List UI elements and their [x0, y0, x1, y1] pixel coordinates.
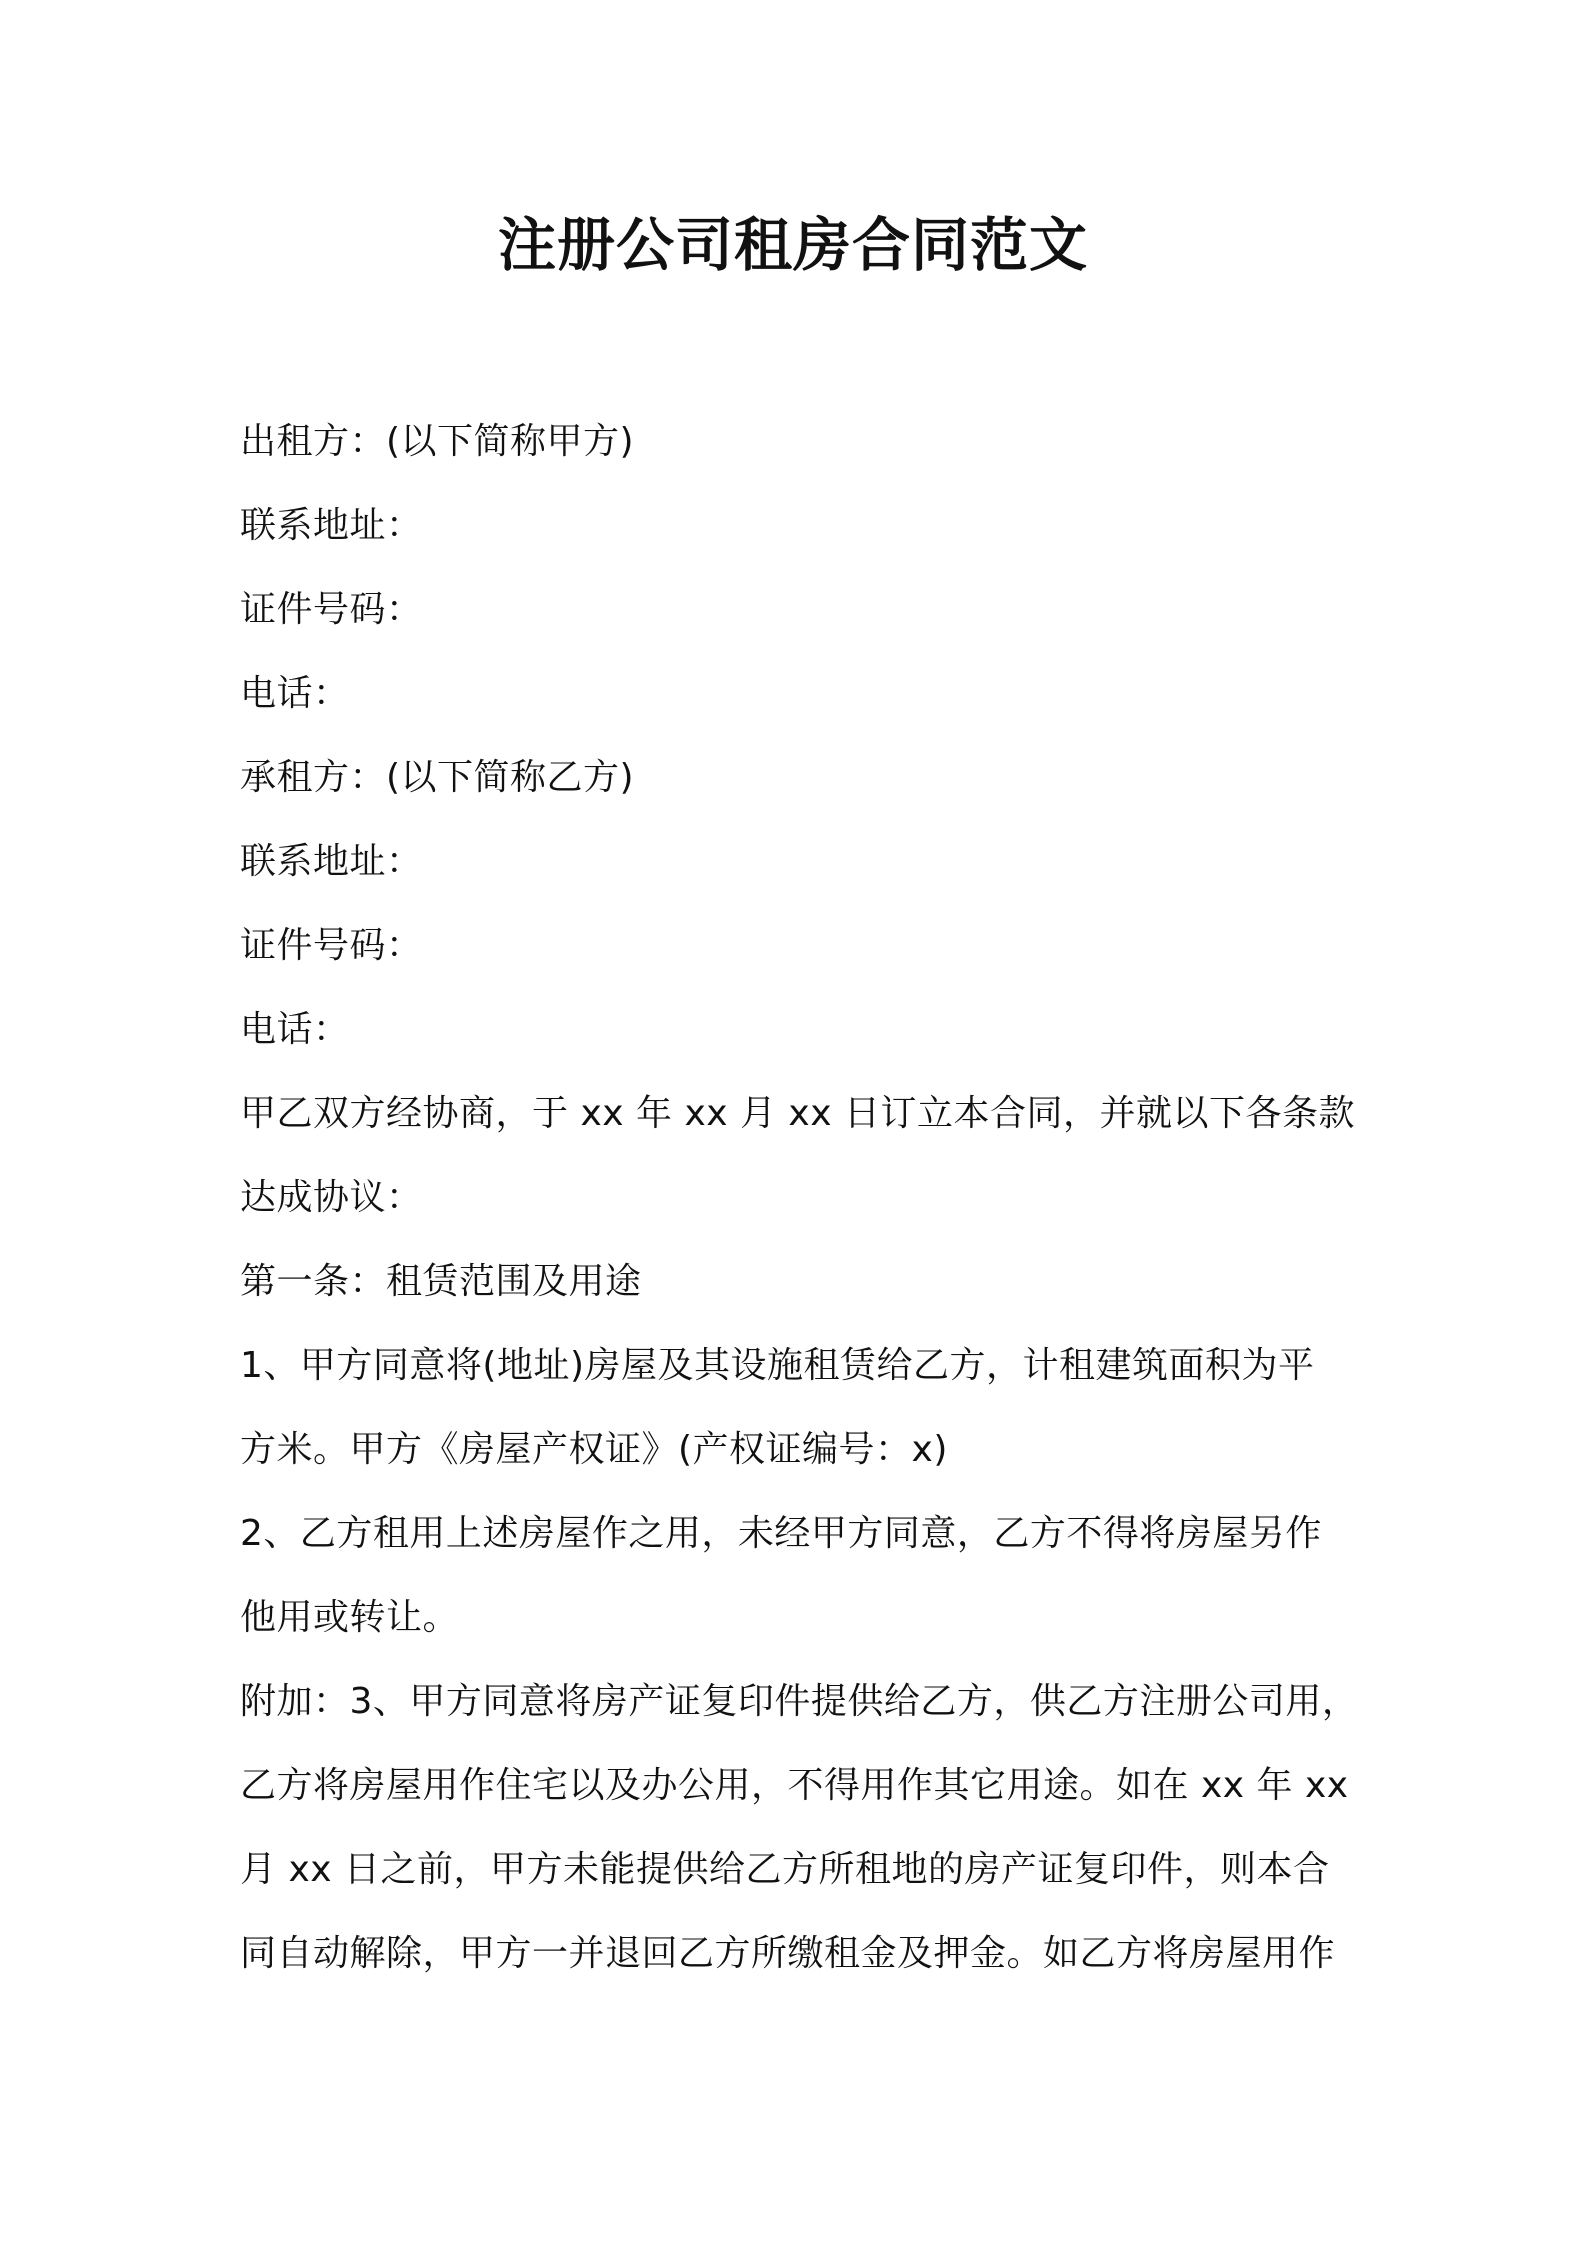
lessor-id-line: 证件号码：: [240, 589, 423, 630]
document-title: 注册公司租房合同范文: [497, 211, 1088, 279]
clause-3-line-cont-2: 月 xx 日之前，甲方未能提供给乙方所租地的房产证复印件，则本合: [240, 1849, 1330, 1890]
lessee-line: 承租方：(以下简称乙方): [240, 757, 635, 798]
agreement-intro-line-cont: 达成协议：: [240, 1177, 423, 1218]
lessee-phone-line: 电话：: [240, 1009, 350, 1050]
agreement-intro-line: 甲乙双方经协商，于 xx 年 xx 月 xx 日订立本合同，并就以下各条款: [240, 1093, 1355, 1134]
clause-1-line: 1、甲方同意将(地址)房屋及其设施租赁给乙方，计租建筑面积为平: [240, 1345, 1315, 1386]
lessor-line: 出租方：(以下简称甲方): [240, 421, 635, 462]
clause-2-line-cont: 他用或转让。: [240, 1597, 460, 1638]
lessee-address-line: 联系地址：: [240, 841, 423, 882]
clause-3-line-cont-3: 同自动解除，甲方一并退回乙方所缴租金及押金。如乙方将房屋用作: [240, 1933, 1336, 1974]
clause-3-line-cont-1: 乙方将房屋用作住宅以及办公用，不得用作其它用途。如在 xx 年 xx: [240, 1765, 1349, 1806]
clause-2-line: 2、乙方租用上述房屋作之用，未经甲方同意，乙方不得将房屋另作: [240, 1513, 1322, 1554]
clause-3-line: 附加：3、甲方同意将房产证复印件提供给乙方，供乙方注册公司用，: [240, 1681, 1359, 1722]
article-one-heading: 第一条：租赁范围及用途: [240, 1261, 642, 1302]
document-body: [240, 400, 1380, 1996]
lessee-id-line: 证件号码：: [240, 925, 423, 966]
clause-1-line-cont: 方米。甲方《房屋产权证》(产权证编号：x): [240, 1429, 948, 1470]
lessor-phone-line: 电话：: [240, 673, 350, 714]
lessor-address-line: 联系地址：: [240, 505, 423, 546]
